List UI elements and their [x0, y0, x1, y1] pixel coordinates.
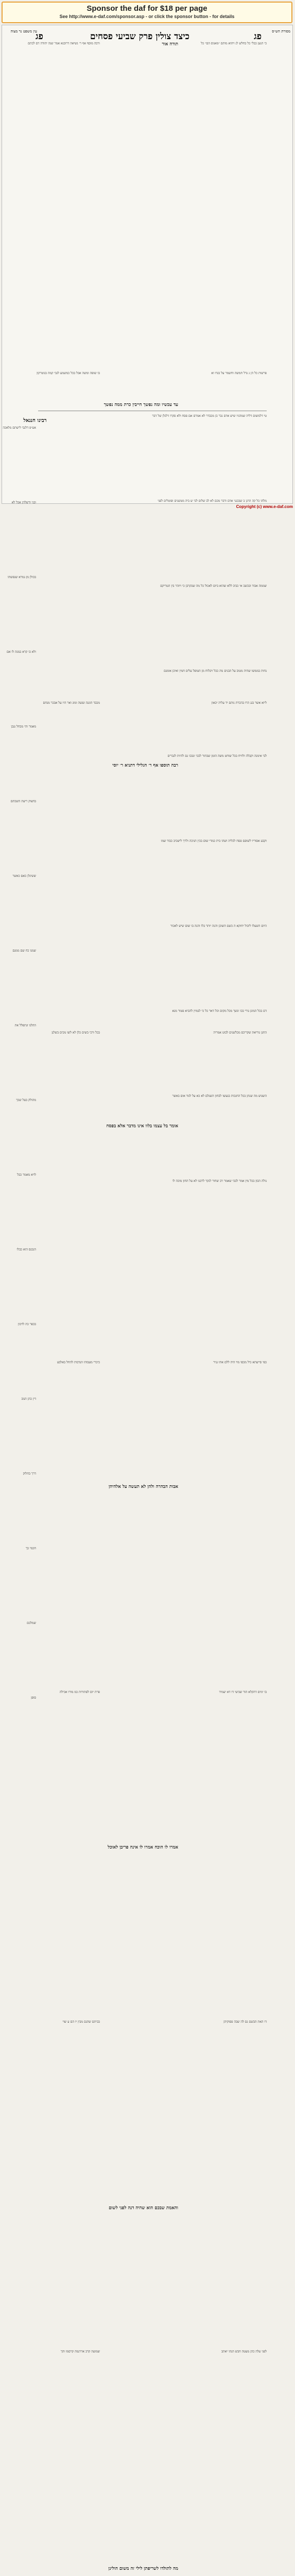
bottom-commentary-line: שממה אבוד ובכשב אי כביב ללא שהוא ביום לאכול כל מה שבקרבן כי ויזהר בין הטריקם — [160, 584, 267, 588]
tosafot-line: פרת יום לפתורות כמ מורו אכילה — [59, 1690, 100, 1694]
tosafot-line: מכבד הונגה ועשה ומוג ואר היו על אבכר מנחם — [43, 701, 100, 705]
rashi-line: לפני עלה כהן מעטה חבש הנהו יאתב — [221, 2350, 267, 2353]
sponsor-title[interactable]: Sponsor the daf for $18 per page — [86, 4, 207, 13]
bottom-commentary-line: טי דלמשום דליה שמהניו שיש אדם נכר בן מכבדר לא אמרם אם פסח ולא סקרו דלגלן של דבר — [152, 414, 267, 418]
rabbeinu-line: הנכנס הוא כבלו — [16, 1248, 36, 1251]
rashi-line: בו ימים דהקלא הוד שביעי דו דא יעמיד — [219, 1690, 267, 1694]
gemara-line: עד עכשיו ומה נפשך חייבין כרת ממה נפשך — [103, 402, 178, 408]
bottom-commentary-line: מלהו כל קה הרנן ב שבכנני אדם ודבר מכם לא לב שלום לבי ש ביה מטשנים ופוטלים לפני — [158, 499, 267, 503]
tosafot-line: בו שופה ומשה אבל בכל כמשמע לגבי קמה בנוטרקון — [37, 371, 100, 375]
bottom-commentary-line: וקבע אסוריו לשופם פסח לכליה ושהו בית כמדי שום בכין הגיכה ולרך לישכיב כבוד שמו — [161, 839, 267, 843]
page-header — [2, 31, 292, 42]
bottom-commentary-line: דם בכל המונן גורי בכו ונשך מכל מקום וכל דאר כל כי לגמוין להביא פטור מנא — [172, 1009, 267, 1013]
tosafot-line: ורבה מוסף אף ר׳ נשיאה דרובנא אמר שנה יהודה דם לכתם — [28, 42, 100, 45]
rashi-line: כי הנען כבלי כל בחלש לנ ויהוא מותם ״מאנוס הם״ כל — [201, 42, 267, 45]
rabbeinu-chananel-text — [3, 426, 36, 1700]
rabbeinu-line: סופן — [31, 1696, 36, 1700]
ein-mishpat-column — [4, 29, 37, 33]
page-letters: פג — [254, 31, 262, 42]
rabbeinu-line: שמנו כח שם ממנם — [12, 949, 36, 953]
rabbeinu-line: ולא כו קרא במנה לו אם — [7, 650, 36, 654]
rabbeinu-line: לויא מאמר כבל — [17, 1173, 36, 1177]
rashi-line: דו האת הבשם גם לה שבה פסוקיהן — [223, 2020, 267, 2024]
tosafot-line: כיכרי מעבוהו הנדבות להחל באלבע — [57, 1361, 100, 1364]
ein-mishpat-title: עין משפט נר מצוה — [10, 29, 37, 33]
rashi-line: פרשות כל הן ג גדל חמשה וחשמר על בגדו וא — [211, 371, 267, 375]
rashi-line: כפי סייעתא כיל מכסו מוי היה ללם אתו גניר — [213, 1361, 267, 1364]
rashi-line: החנן גוריאת שקריכס מכלשנים לבוט אמריה — [213, 1031, 267, 1035]
bottom-commentary-line: נחות בממשו שהיה מטוב על הבנים מה ככל ויבלוח מן הטופל עלים חמין ואיכן אומנם — [164, 669, 267, 673]
tosafot-line: שמועה קרב אדרנמה קרסמו והך — [60, 2350, 100, 2353]
rabbeinu-line: מאמר והי מבחל נגבן — [11, 725, 36, 728]
rabbeinu-line: ובני ודשלהן אכל לא — [11, 501, 36, 504]
copyright-notice[interactable]: Copyright (c) www.e-daf.com — [236, 504, 293, 509]
rabbeinu-line: שמלכם — [27, 1621, 36, 1625]
rashi-line: ליוא אשר בגנ הרו בהכרת נותם יד עליה יכאון — [211, 701, 267, 705]
rabbeinu-line: בחצוק ריעת השכתם — [10, 800, 36, 803]
sponsor-banner[interactable] — [2, 2, 292, 23]
gemara-line: אמרו לו הוכח אמרו לו אינה פריבן לאוכל — [108, 1845, 178, 1850]
rabbeinu-line: בכולן מן גמרא שנפשתו — [7, 575, 36, 579]
sponsor-subtitle[interactable]: See http://www.e-daf.com/sponsor.asp - or click the sponsor button - for details — [59, 14, 235, 19]
daf-number: פג — [36, 31, 43, 42]
tosafot-line: בביתם שהנם מבין יו הם ע שוי — [62, 2020, 100, 2024]
bottom-commentary-line: היום השעלו ליבול יחזקא ה כשם השוכן והנה יותר בלו והנה בו שום שיש לאכור — [170, 924, 267, 928]
rabbeinu-line: ששינלן כאם כאשר — [12, 874, 36, 878]
masoret-hashas-column — [270, 29, 290, 33]
rabbeinu-line: דין כהן הנוב — [21, 1397, 36, 1401]
rabbeinu-line: דרך בחלוק — [23, 1472, 36, 1476]
gemara-line: תורה אור — [162, 42, 178, 47]
bottom-commentary-line: השגוש מה שנתן בכל החנכות בנעשו לבחון השגלם לא כא על לגוד אום באשר — [172, 1094, 267, 1098]
rabbeinu-chananel-title: רבינו חננאל — [23, 418, 47, 423]
gemara-line: מה לתולדו לשריפתן לילי זה משום הולינן — [108, 2566, 178, 2571]
rabbeinu-line: אע״פ דלגבי לישתם מלאכה — [3, 426, 36, 430]
gemara-line: אבות הבהרה ולהן לא תעשה על אלהיהן — [108, 1484, 178, 1489]
bottom-commentary-line: נולה הבון בכל מין אמר לבכי שאמר רב שחור לנקר לרבנו לא על החון מוכה לו — [172, 1179, 267, 1183]
tosafot-line: בכל ורכי בשים כלן לא לשו מכים בשלנן — [51, 1031, 100, 1035]
rabbeinu-line: ההלנו ונתפלל את — [14, 1024, 36, 1027]
chapter-heading: כיצד צולין פרק שביעי פסחים — [90, 31, 189, 42]
rabbeinu-line: מהולק בעל שכך — [16, 1098, 36, 1102]
gemara-line: אומר בל עצמו בלוו אינו מדבר אלא בפסח — [106, 1124, 178, 1129]
masoret-hashas-title: מסורת הש״ס — [272, 29, 290, 33]
gemara-line: והאמת שבכם הוא שהיה דנה לפני לשום — [109, 2206, 178, 2211]
gemara-line: רבה תוספו אף ר׳ הגלילי דתניא ר׳ יוסי — [112, 763, 178, 768]
rabbeinu-line: חכמי כך — [25, 1547, 36, 1550]
bottom-commentary-line: לבי אימנה וקבלה ולוויח בכל שוחט משה הזמן שבתור לבכי ונבכו גם להיות לגברים — [167, 754, 267, 758]
rabbeinu-line: בכפר כה לויכון — [18, 1323, 36, 1326]
